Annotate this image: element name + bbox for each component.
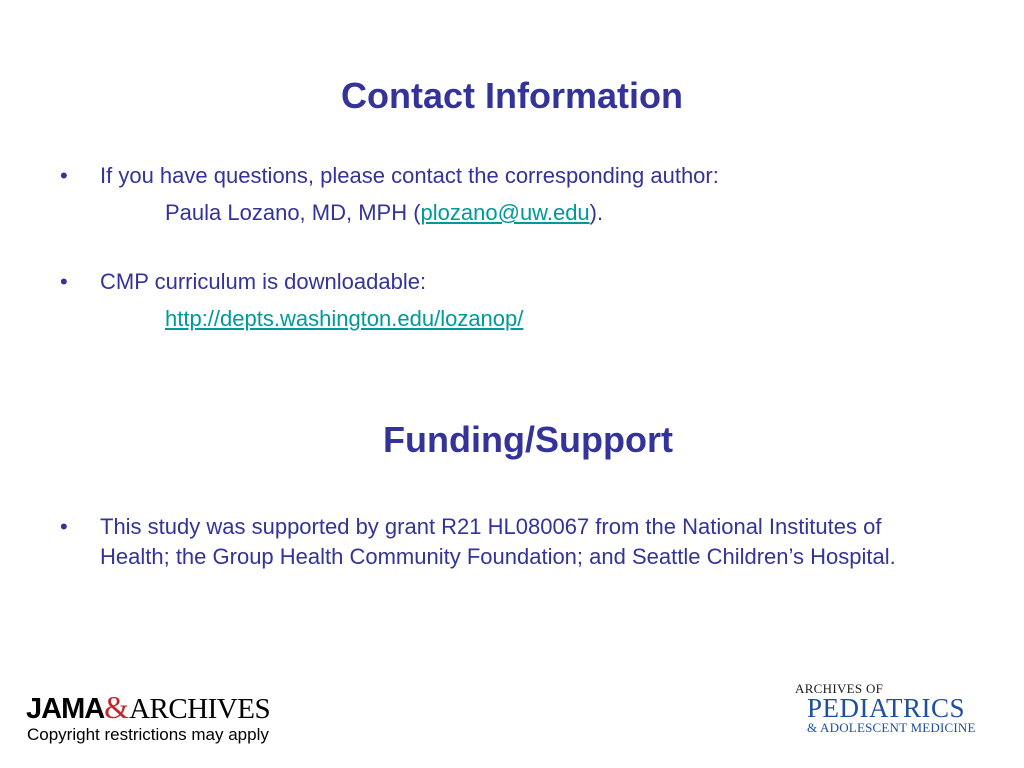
- curriculum-text: CMP curriculum is downloadable:: [100, 269, 427, 294]
- archives-pediatrics-logo: [795, 682, 1010, 736]
- author-suffix: ).: [589, 200, 604, 225]
- peds-logo-line3: & ADOLESCENT MEDICINE: [807, 720, 976, 735]
- logo-jama-text: JAMA: [26, 693, 105, 725]
- author-email-link[interactable]: plozano@uw.edu: [420, 200, 590, 225]
- bullet-item-questions: [60, 161, 960, 191]
- bullet-dot: •: [60, 269, 68, 294]
- contact-title: Contact Information: [341, 75, 683, 116]
- funding-support-text: This study was supported by grant R21 HL080067 from the National Institutes of Health; the Group Health Community Foundation; and Seattle Children’s Hospital.: [100, 514, 896, 569]
- questions-text: If you have questions, please contact the corresponding author:: [100, 163, 719, 188]
- jama-archives-logo: [26, 690, 270, 726]
- logo-ampersand: &: [104, 689, 130, 725]
- bullet-item-funding: [60, 512, 960, 604]
- author-contact-line: [165, 198, 603, 228]
- copyright-notice: Copyright restrictions may apply: [27, 725, 269, 744]
- bullet-item-curriculum: [60, 267, 960, 297]
- bullet-dot: •: [60, 514, 68, 539]
- peds-logo-line1: ARCHIVES OF: [795, 681, 884, 696]
- bullet-dot: •: [60, 163, 68, 188]
- curriculum-url-link[interactable]: http://depts.washington.edu/lozanop/: [165, 306, 524, 331]
- author-name: Paula Lozano, MD, MPH (: [165, 200, 421, 225]
- funding-title: Funding/Support: [383, 419, 673, 460]
- peds-logo-line2: PEDIATRICS: [807, 693, 966, 723]
- logo-archives-text: ARCHIVES: [129, 693, 271, 725]
- curriculum-url-line: [165, 304, 523, 334]
